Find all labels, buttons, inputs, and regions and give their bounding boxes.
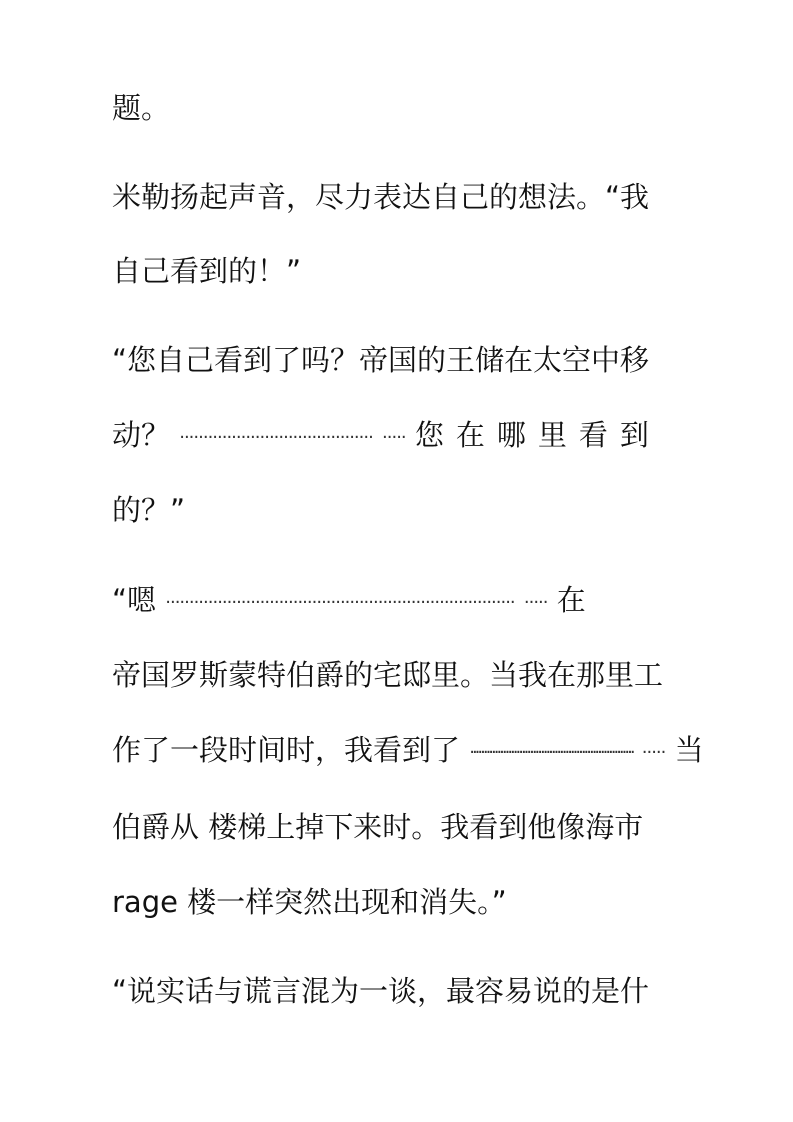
- text-line-7: [112, 578, 684, 622]
- line-text-tail: 您在哪里看到: [414, 418, 661, 452]
- line-text: “嗯: [112, 583, 157, 617]
- line-text: 伯爵从 楼梯上掉下来时。我看到他像海市: [112, 810, 644, 844]
- text-line-1: [112, 86, 684, 130]
- ellipsis-dots-end: ·····: [523, 592, 548, 613]
- ellipsis-dots: ····························································: [469, 742, 633, 763]
- text-line-9: [112, 728, 704, 772]
- text-line-10: [112, 805, 684, 849]
- line-text: “您自己看到了吗？帝国的王储在太空中移: [112, 343, 650, 377]
- text-line-11: [112, 880, 684, 924]
- line-text: 动？: [112, 418, 171, 452]
- ellipsis-dots: ·········································: [179, 427, 373, 448]
- line-text: 米勒扬起声音，尽力表达自己的想法。“我: [112, 180, 650, 214]
- text-line-6: [112, 488, 684, 532]
- ellipsis-dots-end: ·····: [382, 427, 406, 448]
- line-text: “说实话与谎言混为一谈，最容易说的是什: [112, 974, 650, 1008]
- line-text: rage 楼一样突然出现和消失。”: [112, 885, 507, 919]
- ellipsis-dots-end: ·····: [641, 742, 666, 763]
- text-line-4: [112, 338, 684, 382]
- line-text-tail: 当: [674, 733, 704, 767]
- text-line-3: [112, 249, 684, 293]
- text-line-12: [112, 969, 684, 1013]
- text-line-2: [112, 175, 684, 219]
- text-line-5: [112, 413, 684, 457]
- text-line-8: [112, 653, 684, 697]
- line-text: 的？”: [112, 493, 186, 527]
- line-text-tail: 在: [556, 583, 586, 617]
- line-text: 作了一段时间时，我看到了: [112, 733, 461, 767]
- line-text: 自己看到的！”: [112, 254, 302, 288]
- line-text: 帝国罗斯蒙特伯爵的宅邸里。当我在那里工: [112, 658, 664, 692]
- ellipsis-dots: ··········································································: [165, 592, 515, 613]
- line-text: 题。: [112, 91, 171, 125]
